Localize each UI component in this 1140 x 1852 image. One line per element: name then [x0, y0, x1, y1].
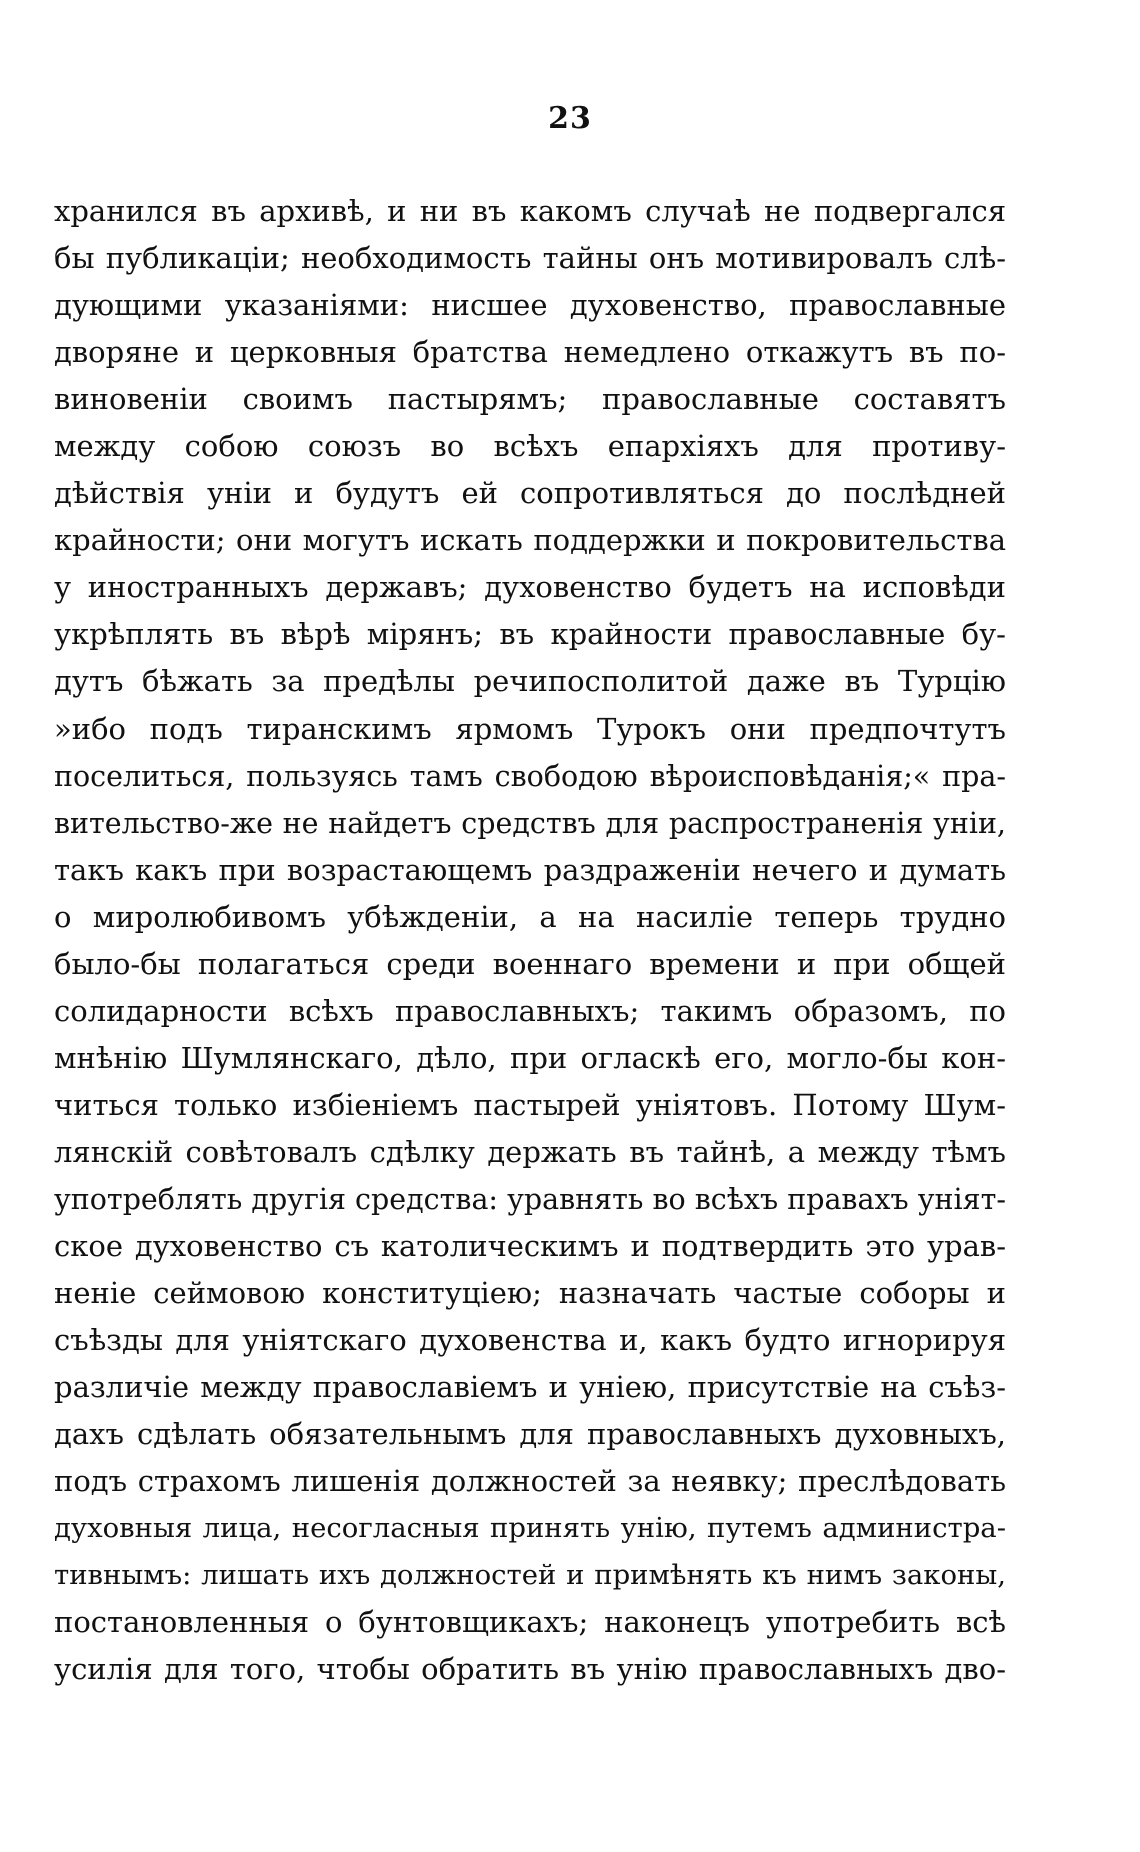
text-line: употреблять другія средства: уравнять во всѣхъ правахъ уніят-	[54, 1182, 1006, 1216]
text-line: о миролюбивомъ убѣжденіи, а на насиліе теперь трудно	[54, 899, 1006, 934]
text-line: укрѣплять въ вѣрѣ мірянъ; въ крайности православные бу-	[54, 617, 1006, 652]
text-line: дворяне и церковныя братства немедлено откажутъ въ по-	[54, 335, 1006, 370]
text-line: »ибо подъ тиранскимъ ярмомъ Турокъ они предпочтутъ	[54, 711, 1006, 746]
text-line: поселиться, пользуясь тамъ свободою вѣроисповѣданія;« пра-	[54, 759, 1006, 793]
text-line: между собою союзъ во всѣхъ епархіяхъ для противу-	[54, 429, 1006, 464]
text-line: мнѣнію Шумлянскаго, дѣло, при огласкѣ его, могло-бы кон-	[54, 1040, 1006, 1075]
text-line: различіе между православіемъ и уніею, присутствіе на съѣз-	[54, 1370, 1006, 1405]
page-text	[54, 188, 1006, 1694]
text-line: подъ страхомъ лишенія должностей за неявку; преслѣдовать	[54, 1464, 1006, 1499]
text-line: дахъ сдѣлать обязательнымъ для православныхъ духовныхъ,	[54, 1417, 1006, 1452]
text-line: вительство-же не найдетъ средствъ для распространенія уніи,	[54, 806, 1006, 840]
text-line: тивнымъ: лишать ихъ должностей и примѣнять къ нимъ законы,	[54, 1559, 1006, 1592]
text-line: духовныя лица, несогласныя принять унію, путемъ администра-	[54, 1512, 1006, 1545]
text-line: солидарности всѣхъ православныхъ; такимъ образомъ, по	[54, 993, 1006, 1028]
text-line: хранился въ архивѣ, и ни въ какомъ случаѣ не подвергался	[54, 194, 1006, 228]
text-line: такъ какъ при возрастающемъ раздраженіи нечего и думать	[54, 852, 1006, 887]
text-line: неніе сеймовою конституціею; назначать частые соборы и	[54, 1276, 1006, 1311]
text-line: дующими указаніями: нисшее духовенство, православные	[54, 288, 1006, 323]
text-line: бы публикаціи; необходимость тайны онъ мотивировалъ слѣ-	[54, 241, 1006, 276]
text-line: усилія для того, чтобы обратить въ унію православныхъ дво-	[54, 1652, 1006, 1687]
text-line: крайности; они могутъ искать поддержки и покровительства	[54, 523, 1006, 558]
text-line: постановленныя о бунтовщикахъ; наконецъ употребить всѣ	[54, 1605, 1006, 1640]
text-line: виновеніи своимъ пастырямъ; православные составятъ	[54, 382, 1006, 417]
text-line: дутъ бѣжать за предѣлы речипосполитой даже въ Турцію	[54, 664, 1006, 699]
page-number: 23	[548, 101, 592, 136]
text-line: дѣйствія уніи и будутъ ей сопротивляться до послѣдней	[54, 476, 1006, 511]
text-line: ское духовенство съ католическимъ и подтвердить это урав-	[54, 1229, 1006, 1264]
text-line: было-бы полагаться среди военнаго времени и при общей	[54, 946, 1006, 981]
text-line: читься только избіеніемъ пастырей уніятовъ. Потому Шум-	[54, 1087, 1006, 1122]
text-line: лянскій совѣтовалъ сдѣлку держать въ тайнѣ, а между тѣмъ	[54, 1134, 1006, 1169]
text-line: у иностранныхъ державъ; духовенство будетъ на исповѣди	[54, 570, 1006, 605]
text-line: съѣзды для уніятскаго духовенства и, какъ будто игнорируя	[54, 1323, 1006, 1358]
